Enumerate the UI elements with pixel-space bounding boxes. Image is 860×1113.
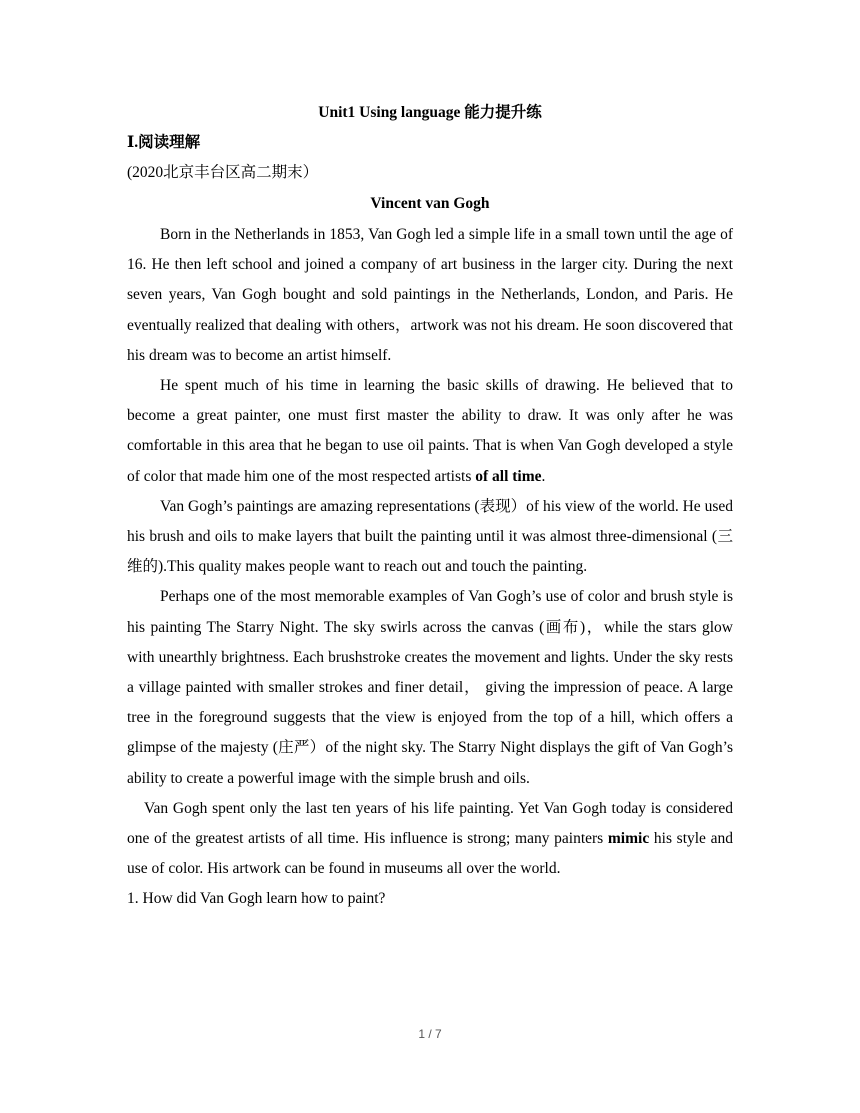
paragraph-5-text: Van Gogh spent only the last ten years of his life painting. Yet Van Gogh today is considered one of the greatest artists of all time. His influence is strong; many painters [127,799,733,848]
document-body [127,98,733,915]
paragraph-2 [127,371,733,492]
paragraph-5 [127,794,733,885]
bold-phrase-of-all-time: of all time [475,467,542,485]
paragraph-1: Born in the Netherlands in 1853, Van Gogh led a simple life in a small town until the age of 16. He then left school and joined a company of art business in the larger city. During the next seven years, Van Gogh bought and sold paintings in the Netherlands, London, and Paris. He eventually realized that dealing with others，artwork was not his dream. He soon discovered that his dream was to become an artist himself. [127,226,733,364]
paragraph-2-text: He spent much of his time in learning the basic skills of drawing. He believed that to become a great painter, one must first master the ability to draw. It was only after he was comfortable in this area that he began to use oil paints. That is when Van Gogh developed a style of color that made him one of the most respected artists [127,377,733,485]
page-indicator: 1 / 7 [418,1027,442,1041]
bold-word-mimic: mimic [607,830,650,848]
source-note: (2020北京丰台区高二期末） [127,164,319,181]
paragraph-5-end: his style and use of color. His artwork can be found in museums all over the world. [127,830,733,878]
article-title: Vincent van Gogh [370,195,490,212]
question-1: 1. How did Van Gogh learn how to paint? [127,890,386,908]
paragraph-3: Van Gogh’s paintings are amazing representations (表现）of his view of the world. He used his brush and oils to make layers that built the painting until it was almost three-dimensional (三维的).This quality makes people want to reach out and touch the painting. [127,497,733,576]
section-heading: Ⅰ.阅读理解 [127,134,201,151]
paragraph-4: Perhaps one of the most memorable examples of Van Gogh’s use of color and brush style is his painting The Starry Night. The sky swirls across the canvas (画布)，while the stars glow with unearthly brightness. Each brushstroke creates the movement and lights. Under the sky rests a village painted with smaller strokes and finer detail， giving the impression of peace. A large tree in the foreground suggests that the view is enjoyed from the top of a hill, which offers a glimpse of the majesty (庄严）of the night sky. The Starry Night displays the gift of Van Gogh’s ability to create a powerful image with the simple brush and oils. [127,588,733,787]
page-title: Unit1 Using language 能力提升练 [318,104,542,121]
paragraph-2-end: . [541,467,546,485]
